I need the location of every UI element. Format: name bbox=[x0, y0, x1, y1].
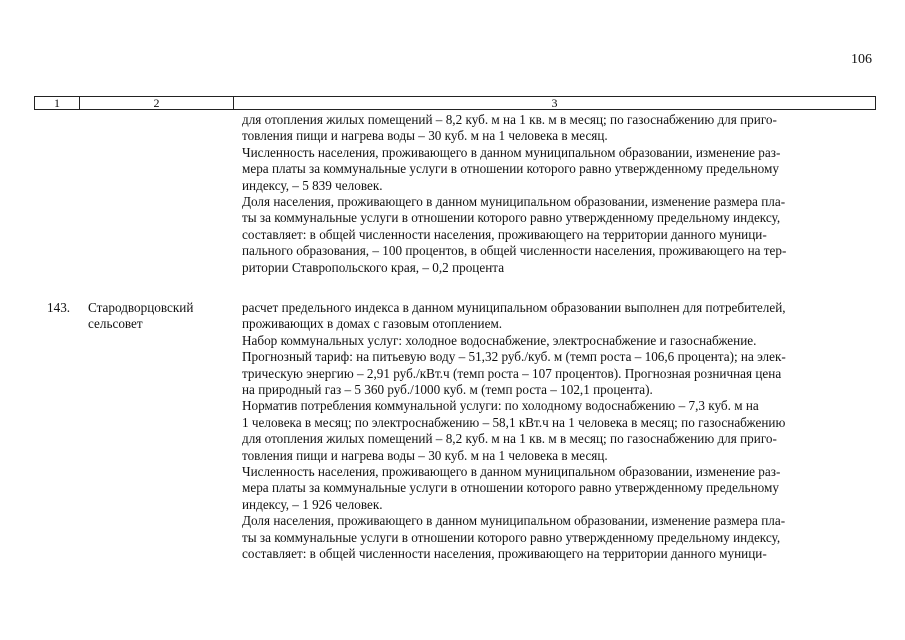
municipality-name bbox=[88, 300, 233, 333]
text-line: Набор коммунальных услуг: холодное водоснабжение, электроснабжение и газоснабжение. bbox=[242, 332, 757, 348]
row-143-text bbox=[242, 300, 871, 563]
page-number: 106 bbox=[851, 52, 872, 67]
text-line: ты за коммунальные услуги в отношении которого равно утвержденному предельному индексу, bbox=[242, 210, 781, 226]
text-line: Норматив потребления коммунальной услуги: по холодному водоснабжению – 7,3 куб. м на bbox=[242, 398, 759, 414]
table-header-col-3: 3 bbox=[551, 96, 558, 110]
continued-row-text bbox=[242, 112, 871, 276]
text-line: пального образования, – 100 процентов, в общей численности населения, проживающего на тер- bbox=[242, 243, 787, 259]
text-line: расчет предельного индекса в данном муниципальном образовании выполнен для потребителей, bbox=[242, 300, 786, 315]
text-line: на природный газ – 5 360 руб./1000 куб. м (темп роста – 102,1 процента). bbox=[242, 382, 653, 398]
text-line: Прогнозный тариф: на питьевую воду – 51,32 руб./куб. м (темп роста – 106,6 процента); на элек- bbox=[242, 349, 786, 365]
text-line: Доля населения, проживающего в данном муниципальном образовании, изменение размера пла- bbox=[242, 513, 786, 529]
text-line: составляет: в общей численности населения, проживающего на территории данного муници- bbox=[242, 226, 767, 242]
text-line: мера платы за коммунальные услуги в отношении которого равно утвержденному предельному bbox=[242, 480, 779, 496]
municipality-name-line: сельсовет bbox=[88, 316, 143, 332]
text-line: индексу, – 1 926 человек. bbox=[242, 496, 383, 512]
table-header-col-1: 1 bbox=[35, 97, 80, 109]
text-line: Численность населения, проживающего в данном муниципальном образовании, изменение раз- bbox=[242, 144, 781, 160]
row-number: 143. bbox=[47, 300, 71, 315]
text-line: товления пищи и нагрева воды – 30 куб. м на 1 человека в месяц. bbox=[242, 128, 608, 144]
municipality-name-line: Стародворцовский bbox=[88, 300, 194, 315]
text-line: для отопления жилых помещений – 8,2 куб. м на 1 кв. м в месяц; по газоснабжению для приго- bbox=[242, 431, 777, 447]
text-line: Численность населения, проживающего в данном муниципальном образовании, изменение раз- bbox=[242, 464, 781, 480]
text-line: товления пищи и нагрева воды – 30 куб. м на 1 человека в месяц. bbox=[242, 447, 608, 463]
text-line: ты за коммунальные услуги в отношении которого равно утвержденному предельному индексу, bbox=[242, 529, 781, 545]
text-line: мера платы за коммунальные услуги в отношении которого равно утвержденному предельному bbox=[242, 161, 779, 177]
text-line: Доля населения, проживающего в данном муниципальном образовании, изменение размера пла- bbox=[242, 194, 786, 210]
text-line: составляет: в общей численности населения, проживающего на территории данного муници- bbox=[242, 546, 767, 562]
text-line: трическую энергию – 2,91 руб./кВт.ч (темп роста – 107 процентов). Прогнозная розничная цена bbox=[242, 365, 782, 381]
text-line: 1 человека в месяц; по электроснабжению – 58,1 кВт.ч на 1 человека в месяц; по газоснабжению bbox=[242, 414, 786, 430]
text-line: индексу, – 5 839 человек. bbox=[242, 177, 383, 193]
table-header-col-2: 2 bbox=[80, 97, 234, 109]
text-line: для отопления жилых помещений – 8,2 куб. м на 1 кв. м в месяц; по газоснабжению для приго- bbox=[242, 112, 777, 127]
text-line: проживающих в домах с газовым отоплением. bbox=[242, 316, 503, 332]
table-header-row bbox=[34, 96, 876, 110]
text-line: ритории Ставропольского края, – 0,2 процента bbox=[242, 259, 505, 275]
